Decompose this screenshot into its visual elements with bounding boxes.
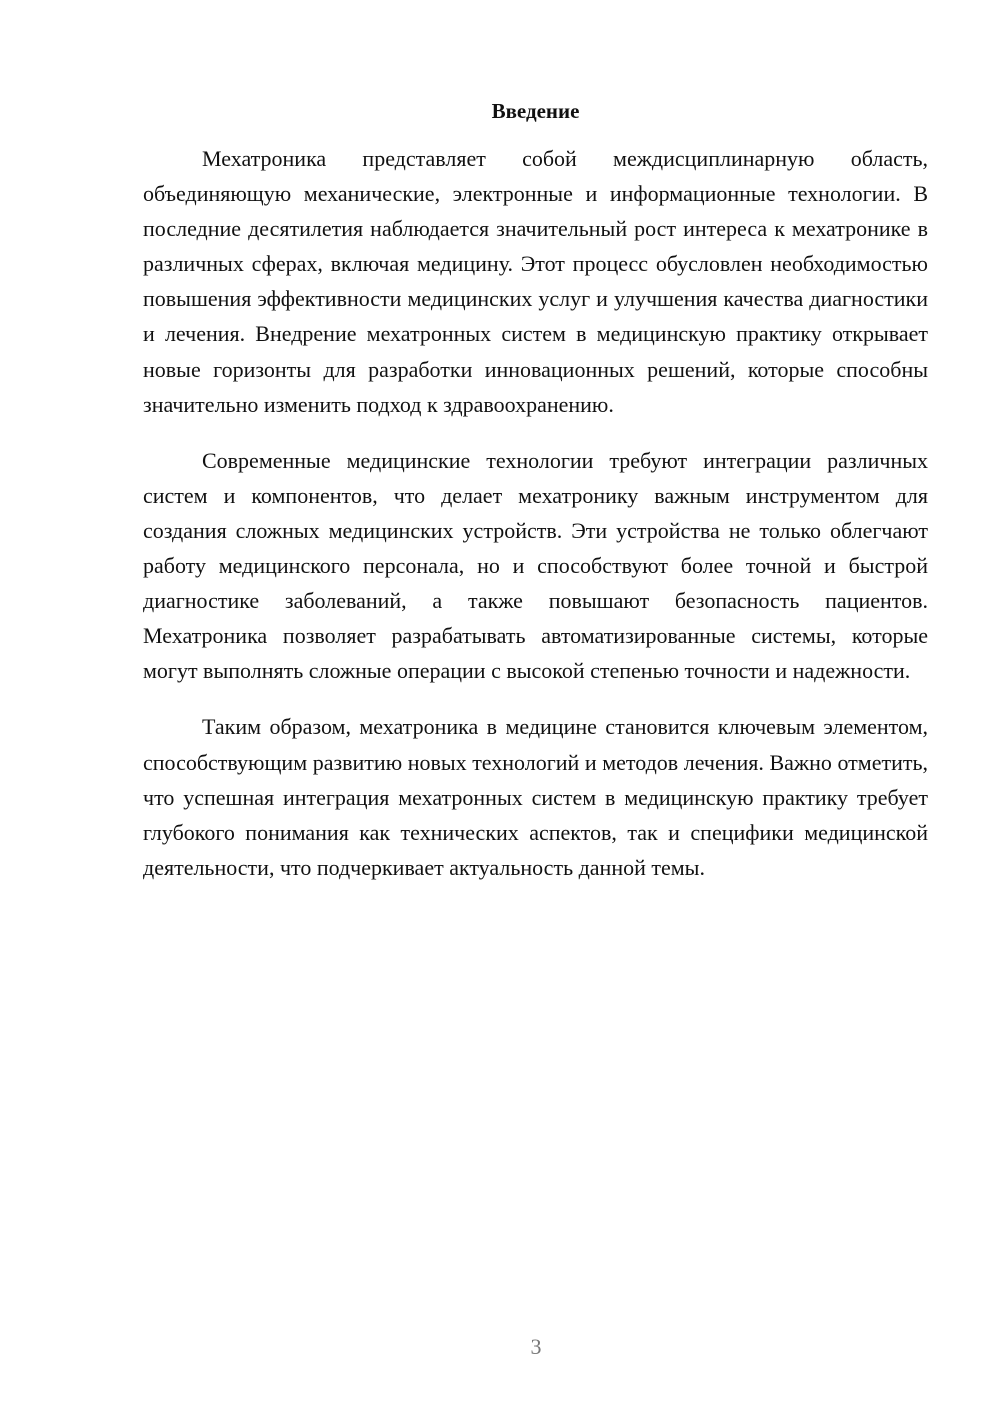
title-block [143,95,928,127]
section-title: Введение [491,99,580,123]
paragraph-3: Таким образом, мехатроника в медицине становится ключевым элементом, способствующим развитию новых технологий и методов лечения. Важно отметить, что успешная интеграция мехатронных систем в медицинскую практику требует глубокого понимания как технических аспектов, так и специфики медицинской деятельности, что подчеркивает актуальность данной темы. [143,714,928,880]
paragraph-1: Мехатроника представляет собой междисциплинарную область, объединяющую механические, электронные и информационные технологии. В последние десятилетия наблюдается значительный рост интереса к мехатронике в различных сферах, включая медицину. Этот процесс обусловлен необходимостью повышения эффективности медицинских услуг и улучшения качества диагностики и лечения. Внедрение мехатронных систем в медицинскую практику открывает новые горизонты для разработки инновационных решений, которые способны значительно изменить подход к здравоохранению. [143,146,928,417]
page-number: 3 [530,1334,542,1359]
page-content [143,95,928,885]
paragraph-2: Современные медицинские технологии требуют интеграции различных систем и компонентов, что делает мехатронику важным инструментом для создания сложных медицинских устройств. Эти устройства не только облегчают работу медицинского персонала, но и способствуют более точной и быстрой диагностике заболеваний, а также повышают безопасность пациентов. Мехатроника позволяет разрабатывать автоматизированные системы, которые могут выполнять сложные операции с высокой степенью точности и надежности. [143,447,928,684]
